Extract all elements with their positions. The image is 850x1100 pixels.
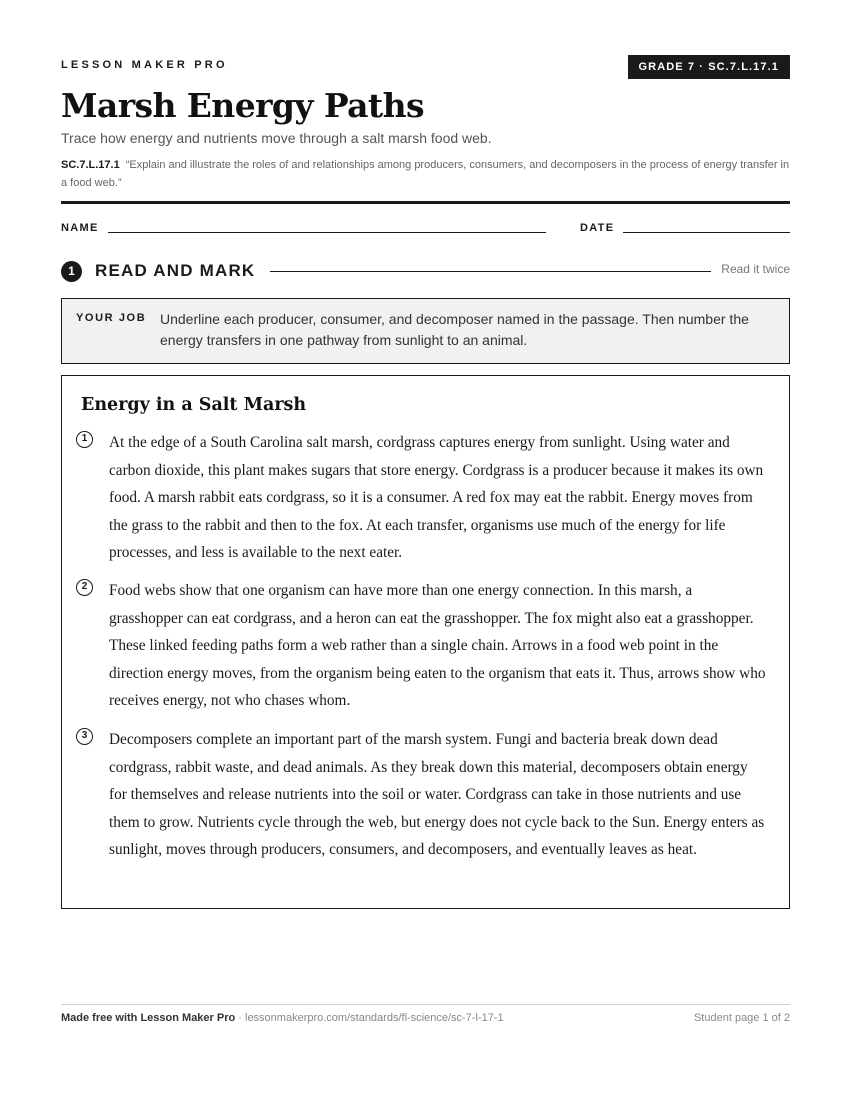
section-note: Read it twice bbox=[721, 262, 790, 276]
paragraph-text: At the edge of a South Carolina salt marsh, cordgrass captures energy from sunlight. Using water and carbon dioxide, this plant makes sugars that store energy. Cordgrass is a producer because it makes its own food. A marsh rabbit eats cordgrass, so it is a consumer. A red fox may eat the rabbit. Energy moves from the grass to the rabbit and then to the fox. At each transfer, organisms use much of the energy for life processes, and less is available to the next eater. bbox=[109, 434, 764, 562]
brand-name: LESSON MAKER PRO bbox=[61, 59, 228, 71]
date-label: DATE bbox=[580, 222, 615, 234]
section-number: 1 bbox=[61, 261, 82, 282]
footer-made-with: Made free with Lesson Maker Pro bbox=[61, 1012, 236, 1024]
page-title: Marsh Energy Paths bbox=[61, 86, 424, 125]
top-bar bbox=[61, 55, 790, 79]
header-divider bbox=[61, 201, 790, 204]
date-line[interactable] bbox=[623, 232, 790, 233]
paragraph-number: 2 bbox=[76, 579, 93, 596]
grade-badge: GRADE 7 · SC.7.L.17.1 bbox=[628, 55, 790, 79]
name-line[interactable] bbox=[108, 232, 546, 233]
footer-divider bbox=[61, 1004, 790, 1005]
section-rule bbox=[270, 271, 711, 272]
job-label: YOUR JOB bbox=[76, 312, 147, 324]
name-label: NAME bbox=[61, 222, 99, 234]
section-header bbox=[61, 260, 790, 282]
paragraph-number: 1 bbox=[76, 431, 93, 448]
footer-credit bbox=[61, 1012, 504, 1024]
passage-title: Energy in a Salt Marsh bbox=[81, 395, 307, 415]
name-date-row bbox=[61, 222, 790, 236]
reading-passage bbox=[61, 375, 790, 909]
section-title: READ AND MARK bbox=[95, 261, 256, 280]
standard-text: “Explain and illustrate the roles of and relationships among producers, consumers, and decomposers in the process of energy transfer in a food web.” bbox=[61, 159, 790, 189]
job-instructions: Underline each producer, consumer, and decomposer named in the passage. Then number the energy transfers in one pathway from sunlight to an animal. bbox=[160, 311, 749, 348]
standard-code: SC.7.L.17.1 bbox=[61, 159, 120, 171]
page-indicator: Student page 1 of 2 bbox=[693, 1012, 790, 1024]
standard-statement bbox=[61, 156, 790, 192]
your-job-box bbox=[61, 298, 790, 364]
footer-url: · lessonmakerpro.com/standards/fl-science/sc-7-l-17-1 bbox=[235, 1012, 504, 1024]
paragraph-number: 3 bbox=[76, 728, 93, 745]
paragraph-text: Food webs show that one organism can have more than one energy connection. In this marsh, a grasshopper can eat cordgrass, and a heron can eat the grasshopper. The fox might also eat a grasshopper. These linked feeding paths form a web rather than a single chain. Arrows in a food web point in the direction energy moves, from the organism being eaten to the organism that eats it. Thus, arrows show who receives energy, not who chases whom. bbox=[109, 582, 766, 710]
paragraph-text: Decomposers complete an important part of the marsh system. Fungi and bacteria break down dead cordgrass, rabbit waste, and dead animals. As they break down this material, decomposers obtain energy for themselves and release nutrients into the soil or water. Cordgrass can take in those nutrients and use them to grow. Nutrients cycle through the web, but energy does not cycle back to the Sun. Energy enters as sunlight, moves through producers, consumers, and decomposers, and eventually leaves as heat. bbox=[109, 731, 765, 859]
page-subtitle: Trace how energy and nutrients move through a salt marsh food web. bbox=[61, 130, 492, 146]
